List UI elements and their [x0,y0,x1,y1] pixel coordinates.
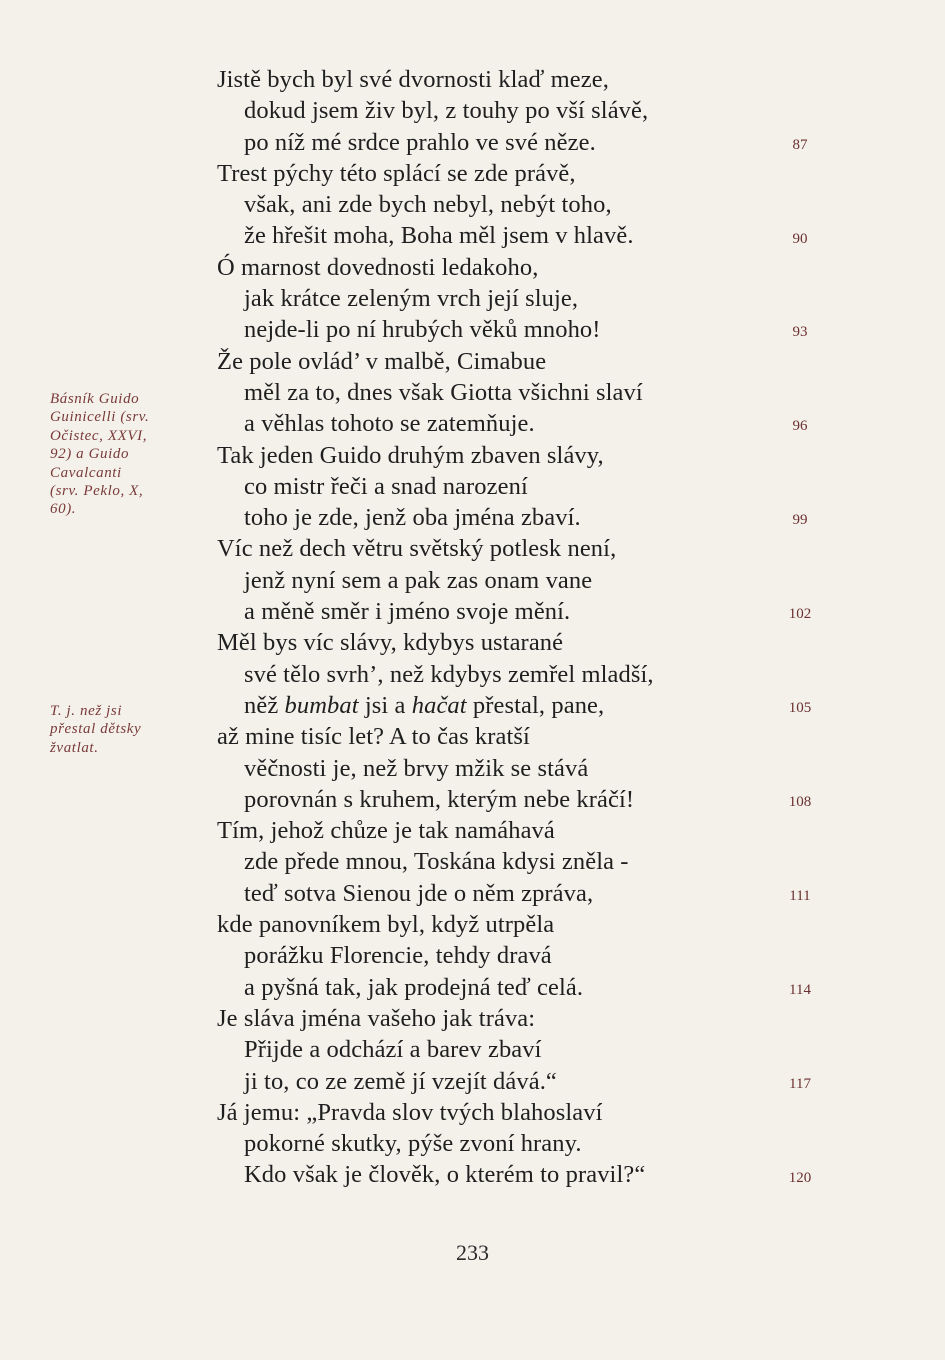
margin-note-line: Cavalcanti [50,464,122,481]
margin-note-line: Básník Guido [50,391,140,407]
poem-line: co mistr řeči a snad narození [244,472,528,500]
poem-line: zde přede mnou, Toskána kdysi zněla - [244,848,629,876]
poem-line: Měl bys víc slávy, kdybys ustarané [217,629,564,657]
poem-line: po níž mé srdce prahlo ve své něze. [244,128,596,156]
line-number: 90 [792,230,808,247]
poem-italic-word: hačat [411,691,467,719]
line-number: 105 [788,700,812,716]
line-number: 87 [792,136,808,153]
page-number: 233 [456,1240,489,1265]
margin-note-line: 92) a Guido [50,446,130,463]
line-number: 111 [789,887,811,904]
margin-note-line: žvatlat. [50,739,99,756]
poem-line: že hřešit moha, Boha měl jsem v hlavě. [244,222,634,250]
line-number: 102 [788,606,812,623]
line-number: 93 [792,324,808,341]
line-number: 114 [789,981,811,998]
poem-line: jak krátce zeleným vrch její sluje, [244,285,579,313]
poem-line: a pyšná tak, jak prodejná teď celá. [244,973,584,1001]
poem-line: Jistě bych byl své dvornosti klaď meze, [217,66,609,93]
poem-line: nejde-li po ní hrubých věků mnoho! [244,316,601,344]
poem-line: Že pole ovlád’ v malbě, Cimabue [217,347,547,375]
poem-line: Kdo však je člověk, o kterém to pravil?“ [244,1161,646,1189]
poem-line: Víc než dech větru světský potlesk není, [217,535,617,563]
poem-line: Přijde a odchází a barev zbaví [244,1036,542,1064]
poem-line: porážku Florencie, tehdy dravá [244,942,552,970]
poem-italic-word: bumbat [284,691,359,719]
poem-line: porovnán s kruhem, kterým nebe kráčí! [244,785,635,813]
poem-line: a věhlas tohoto se zatemňuje. [244,410,535,438]
poem-line: dokud jsem živ byl, z touhy po vší slávě, [244,97,649,125]
poem-line: ji to, co ze země jí vzejít dává.“ [244,1067,557,1095]
margin-note-line: (srv. Peklo, X, [50,482,144,499]
poem-text [217,64,777,1191]
poem-line: měl za to, dnes však Giotta všichni slaví [244,378,643,406]
margin-note-line: Guinicelli (srv. [50,409,150,426]
poem-line: Tak jeden Guido druhým zbaven slávy, [217,441,604,469]
margin-note-line: T. j. než jsi [50,703,123,719]
poem-line: pokorné skutky, pýše zvoní hrany. [244,1130,582,1158]
poem-line: toho je zde, jenž oba jména zbaví. [244,504,581,532]
line-number: 120 [788,1169,812,1186]
poem-line-segment: přestal, pane, [466,691,605,719]
poem-line: však, ani zde bych nebyl, nebýt toho, [244,191,612,219]
poem-line: Trest pýchy této splácí se zde právě, [217,159,576,187]
poem-line: a měně směr i jméno svoje mění. [244,598,571,626]
line-number: 96 [792,418,808,435]
poem-line [217,690,777,721]
poem-line: až mine tisíc let? A to čas kratší [217,723,530,751]
poem-line: Je sláva jména vašeho jak tráva: [217,1004,536,1032]
margin-note-line: přestal dětsky [50,721,142,738]
poem-line: kde panovníkem byl, když utrpěla [217,911,555,939]
poem-line-segment: jsi a [358,691,412,719]
margin-note-line: Očistec, XXVI, [50,427,148,444]
poem-line: své tělo svrh’, než kdybys zemřel mladší, [244,660,654,688]
line-number: 108 [788,793,812,810]
line-number: 117 [789,1075,811,1092]
line-number: 99 [792,512,808,529]
poem-line: Tím, jehož chůze je tak namáhavá [217,817,555,845]
poem-line: teď sotva Sienou jde o něm zpráva, [244,879,594,907]
margin-note-zvatlat [50,702,190,757]
poem-line: Ó marnost dovednosti ledakoho, [217,253,539,281]
poem-line-segment: něž [244,691,285,719]
poem-line: věčnosti je, než brvy mžik se stává [244,754,589,782]
poem-line: jenž nyní sem a pak zas onam vane [244,566,593,594]
margin-note-line: 60). [50,501,77,518]
poem-line: Já jemu: „Pravda slov tvých blahoslaví [217,1098,603,1126]
margin-note-guido [50,390,190,519]
